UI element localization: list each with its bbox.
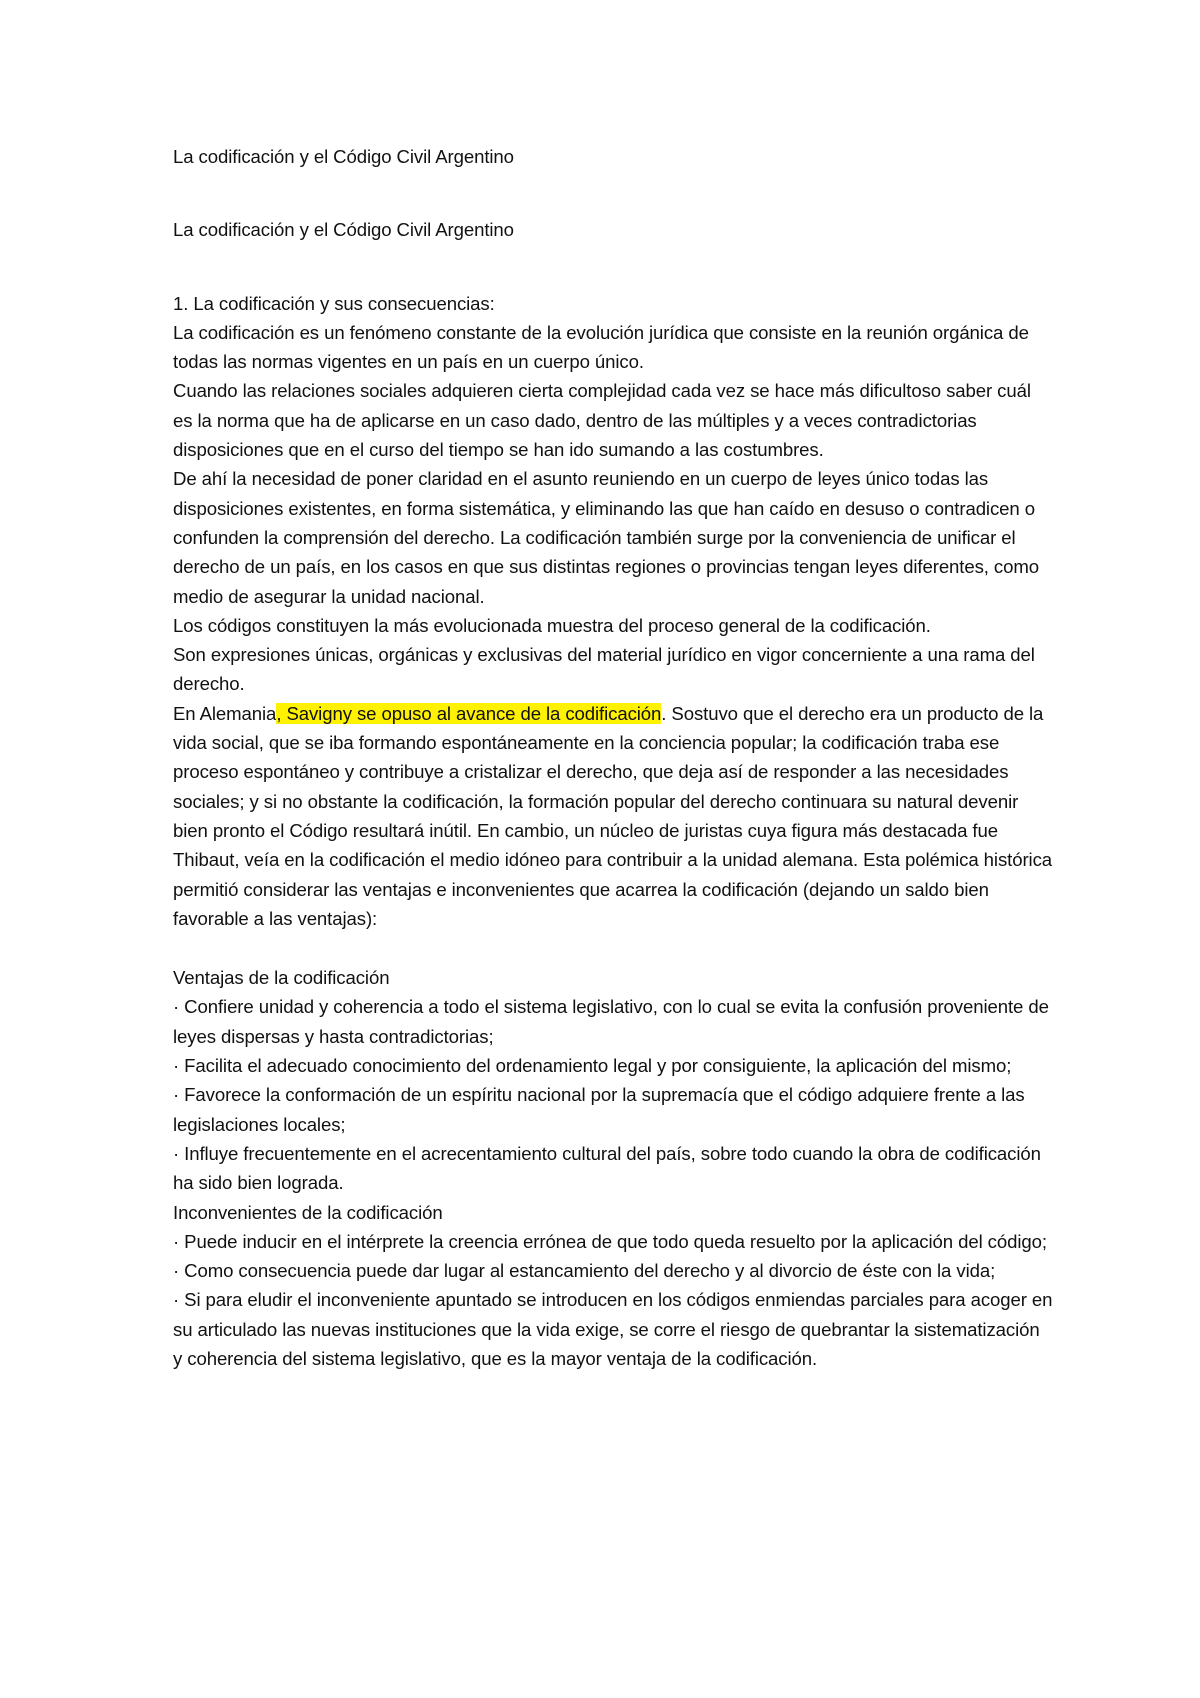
inconveniente-item: · Si para eludir el inconveniente apuntado se introducen en los códigos enmiendas parciales para acoger en su articulado las nuevas instituciones que la vida exige, se corre el riesgo de quebrantar la sistematización y coherencia del sistema legislativo, que es la mayor ventaja de la codificación. bbox=[173, 1289, 1053, 1369]
paragraph-definition: La codificación es un fenómeno constante de la evolución jurídica que consiste en la reunión orgánica de todas las normas vigentes en un país en un cuerpo único. bbox=[173, 321, 1029, 373]
highlighted-text: , Savigny se opuso al avance de la codificación bbox=[276, 702, 662, 724]
document-body bbox=[173, 142, 1053, 1373]
paragraph-expressions: Son expresiones únicas, orgánicas y exclusivas del material jurídico en vigor concerniente a una rama del derecho. bbox=[173, 644, 1035, 695]
paragraph-necessity: De ahí la necesidad de poner claridad en el asunto reuniendo en un cuerpo de leyes único todas las disposiciones existentes, en forma sistemática, y eliminando las que han caído en desuso o contradicen o confunden la comprensión del derecho. La codificación también surge por la conveniencia de unificar el derecho de un país, en los casos en que sus distintas regiones o provincias tengan leyes diferentes, como medio de asegurar la unidad nacional. bbox=[173, 468, 1040, 607]
document-title-repeat: La codificación y el Código Civil Argentino bbox=[173, 219, 514, 241]
inconveniente-item: · Puede inducir en el intérprete la creencia errónea de que todo queda resuelto por la aplicación del código; bbox=[173, 1230, 1047, 1252]
section-heading: 1. La codificación y sus consecuencias: bbox=[173, 292, 495, 314]
germany-text-rest: . Sostuvo que el derecho era un producto de la vida social, que se iba formando espontáneamente en la conciencia popular; la codificación traba ese proceso espontáneo y contribuye a cristalizar el derecho, que deja así de responder a las necesidades sociales; y si no obstante la codificación, la formación popular del derecho continuara su natural devenir bien pronto el Código resultará inútil. En cambio, un núcleo de juristas cuya figura más destacada fue Thibaut, veía en la codificación el medio idóneo para contribuir a la unidad alemana. Esta polémica histórica permitió considerar las ventajas e inconvenientes que acarrea la codificación (dejando un saldo bien favorable a las ventajas): bbox=[173, 702, 1053, 929]
germany-text-start: En Alemania bbox=[173, 702, 277, 724]
paragraph-complexity: Cuando las relaciones sociales adquieren cierta complejidad cada vez se hace más dificultoso saber cuál es la norma que ha de aplicarse en un caso dado, dentro de las múltiples y a veces contradictorias disposiciones que en el curso del tiempo se han ido sumando a las costumbres. bbox=[173, 380, 1031, 461]
ventaja-item: · Facilita el adecuado conocimiento del ordenamiento legal y por consiguiente, la aplicación del mismo; bbox=[173, 1055, 1012, 1077]
inconveniente-item: · Como consecuencia puede dar lugar al estancamiento del derecho y al divorcio de éste con la vida; bbox=[173, 1260, 996, 1282]
ventaja-item: · Confiere unidad y coherencia a todo el sistema legislativo, con lo cual se evita la confusión proveniente de leyes dispersas y hasta contradictorias; bbox=[173, 996, 1049, 1047]
ventaja-item: · Influye frecuentemente en el acrecentamiento cultural del país, sobre todo cuando la obra de codificación ha sido bien lograda. bbox=[173, 1142, 1041, 1194]
inconvenientes-heading: Inconvenientes de la codificación bbox=[173, 1201, 443, 1223]
paragraph-codes: Los códigos constituyen la más evolucionada muestra del proceso general de la codificación. bbox=[173, 614, 931, 636]
ventajas-heading: Ventajas de la codificación bbox=[173, 967, 390, 989]
paragraph-germany bbox=[173, 699, 1053, 933]
ventaja-item: · Favorece la conformación de un espíritu nacional por la supremacía que el código adquiere frente a las legislaciones locales; bbox=[173, 1084, 1025, 1135]
document-title: La codificación y el Código Civil Argentino bbox=[173, 146, 514, 167]
